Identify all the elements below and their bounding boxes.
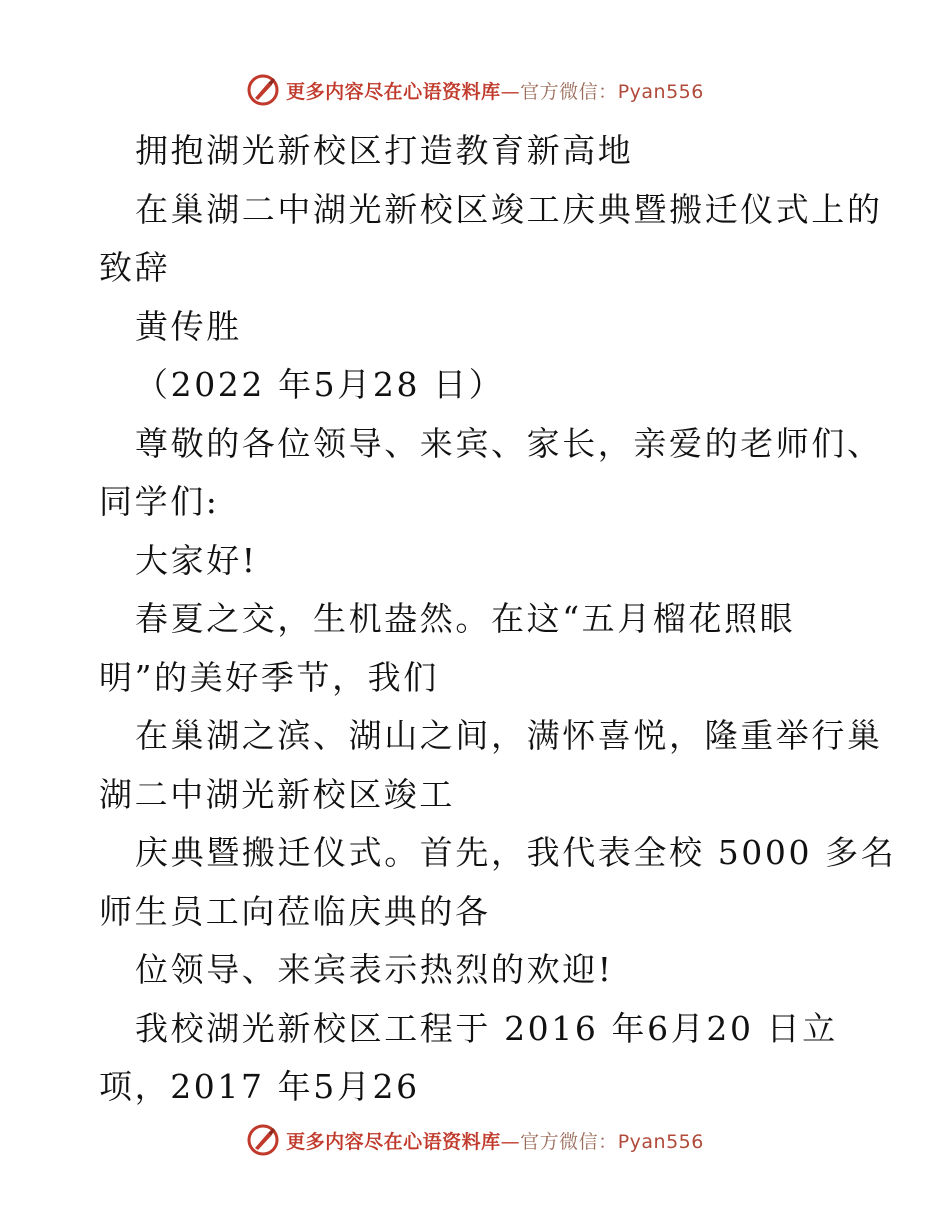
watermark-text: 更多内容尽在心语资料库—官方微信：Pyan556 xyxy=(286,80,704,103)
doc-line: 项，2017 年5月26 xyxy=(99,1067,420,1106)
doc-line: 春夏之交，生机盎然。在这“五月榴花照眼 xyxy=(135,599,796,638)
doc-line: 师生员工向莅临庆典的各 xyxy=(99,891,491,931)
doc-line: 黄传胜 xyxy=(135,306,242,346)
doc-line: 湖二中湖光新校区竣工 xyxy=(99,774,455,814)
watermark-footer xyxy=(0,1120,950,1160)
doc-line: 拥抱湖光新校区打造教育新高地 xyxy=(135,131,634,170)
doc-line: 同学们: xyxy=(99,482,220,521)
doc-line: 致辞 xyxy=(99,248,171,287)
doc-line: 明”的美好季节，我们 xyxy=(99,657,439,697)
doc-line: 庆典暨搬迁仪式。首先，我代表全校 5000 多名 xyxy=(135,833,897,872)
watermark-text: 更多内容尽在心语资料库—官方微信：Pyan556 xyxy=(286,1130,704,1153)
doc-line: 在巢湖二中湖光新校区竣工庆典暨搬迁仪式上的 xyxy=(135,189,883,229)
watermark-header xyxy=(0,70,950,110)
quill-pen-icon xyxy=(246,1123,280,1157)
doc-line: （2022 年5月28 日） xyxy=(135,365,505,404)
doc-line: 我校湖光新校区工程于 2016 年6月20 日立 xyxy=(135,1008,838,1048)
doc-line: 大家好! xyxy=(135,540,258,580)
document-body xyxy=(99,122,897,1117)
quill-pen-icon xyxy=(246,73,280,107)
doc-line: 尊敬的各位领导、来宾、家长，亲爱的老师们、 xyxy=(135,423,883,463)
doc-line: 位领导、来宾表示热烈的欢迎! xyxy=(135,950,614,989)
doc-line: 在巢湖之滨、湖山之间，满怀喜悦，隆重举行巢 xyxy=(135,716,883,755)
